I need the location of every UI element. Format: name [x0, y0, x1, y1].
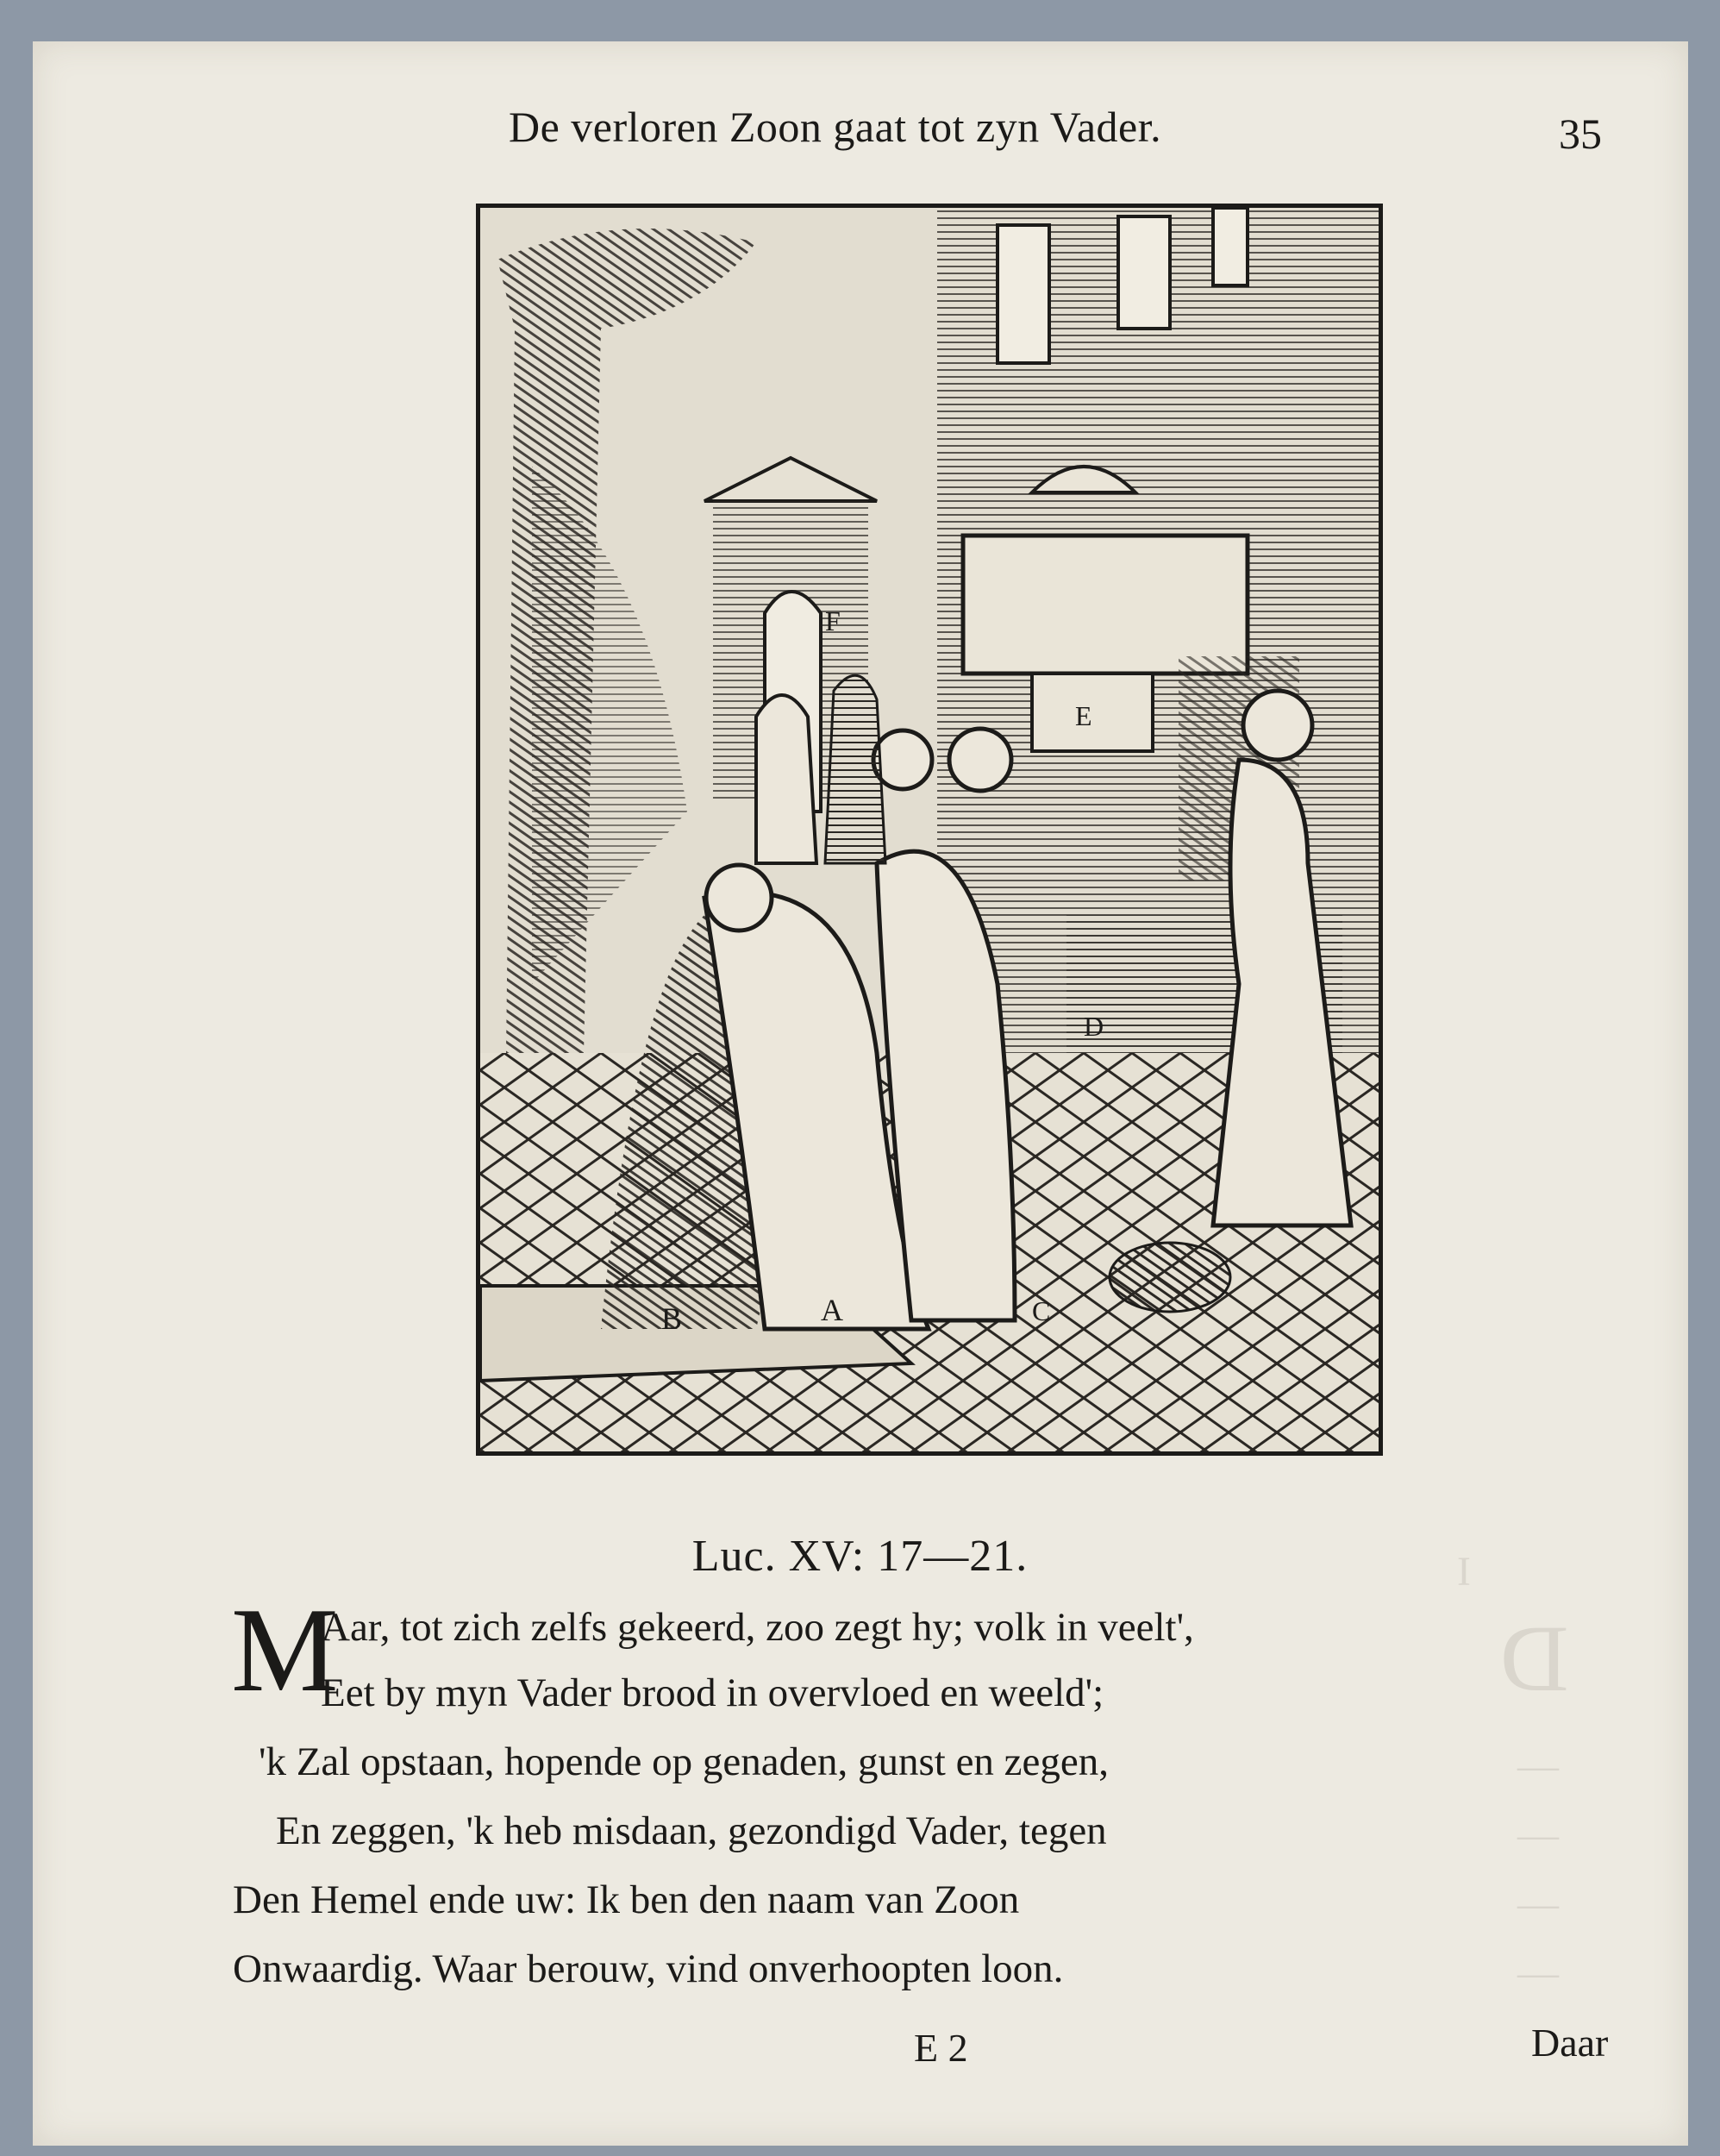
woodcut-illustration [476, 204, 1383, 1456]
illustration-label-f: F [825, 605, 841, 636]
show-through-text: — [1517, 1881, 1559, 1927]
show-through-text: D [1500, 1606, 1569, 1711]
show-through-text: I [1457, 1549, 1471, 1595]
page-number: 35 [1559, 110, 1602, 158]
illustration-label-c: C [1032, 1295, 1051, 1326]
show-through-text: — [1517, 1950, 1559, 1996]
verse-line: En zeggen, 'k heb misdaan, gezondigd Vader, tegen [276, 1808, 1107, 1853]
show-through-text: — [1517, 1812, 1559, 1858]
woodcut-scene [480, 208, 1379, 1451]
show-through-text: — [1517, 1743, 1559, 1789]
verse-line: 'k Zal opstaan, hopende op genaden, gunst en zegen, [259, 1739, 1110, 1784]
verse-line: Onwaardig. Waar berouw, vind onverhoopten loon. [233, 1946, 1064, 1991]
scripture-reference: Luc. XV: 17—21. [691, 1532, 1029, 1581]
illustration-label-d: D [1084, 1011, 1104, 1042]
illustration-label-a: A [821, 1293, 843, 1327]
verse-line: Eet by myn Vader brood in overvloed en weeld'; [321, 1670, 1104, 1715]
signature-mark: E 2 [914, 2026, 968, 2070]
drop-cap: M [231, 1583, 339, 1717]
catchword: Daar [1531, 2021, 1609, 2065]
illustration-label-b: B [661, 1301, 683, 1336]
verse-line: Den Hemel ende uw: Ik ben den naam van Zoon [233, 1877, 1020, 1922]
running-title: De verloren Zoon gaat tot zyn Vader. [509, 103, 1162, 151]
illustration-label-e: E [1075, 700, 1092, 731]
verse-line: Aar, tot zich zelfs gekeerd, zoo zegt hy; volk in veelt', [321, 1605, 1194, 1650]
